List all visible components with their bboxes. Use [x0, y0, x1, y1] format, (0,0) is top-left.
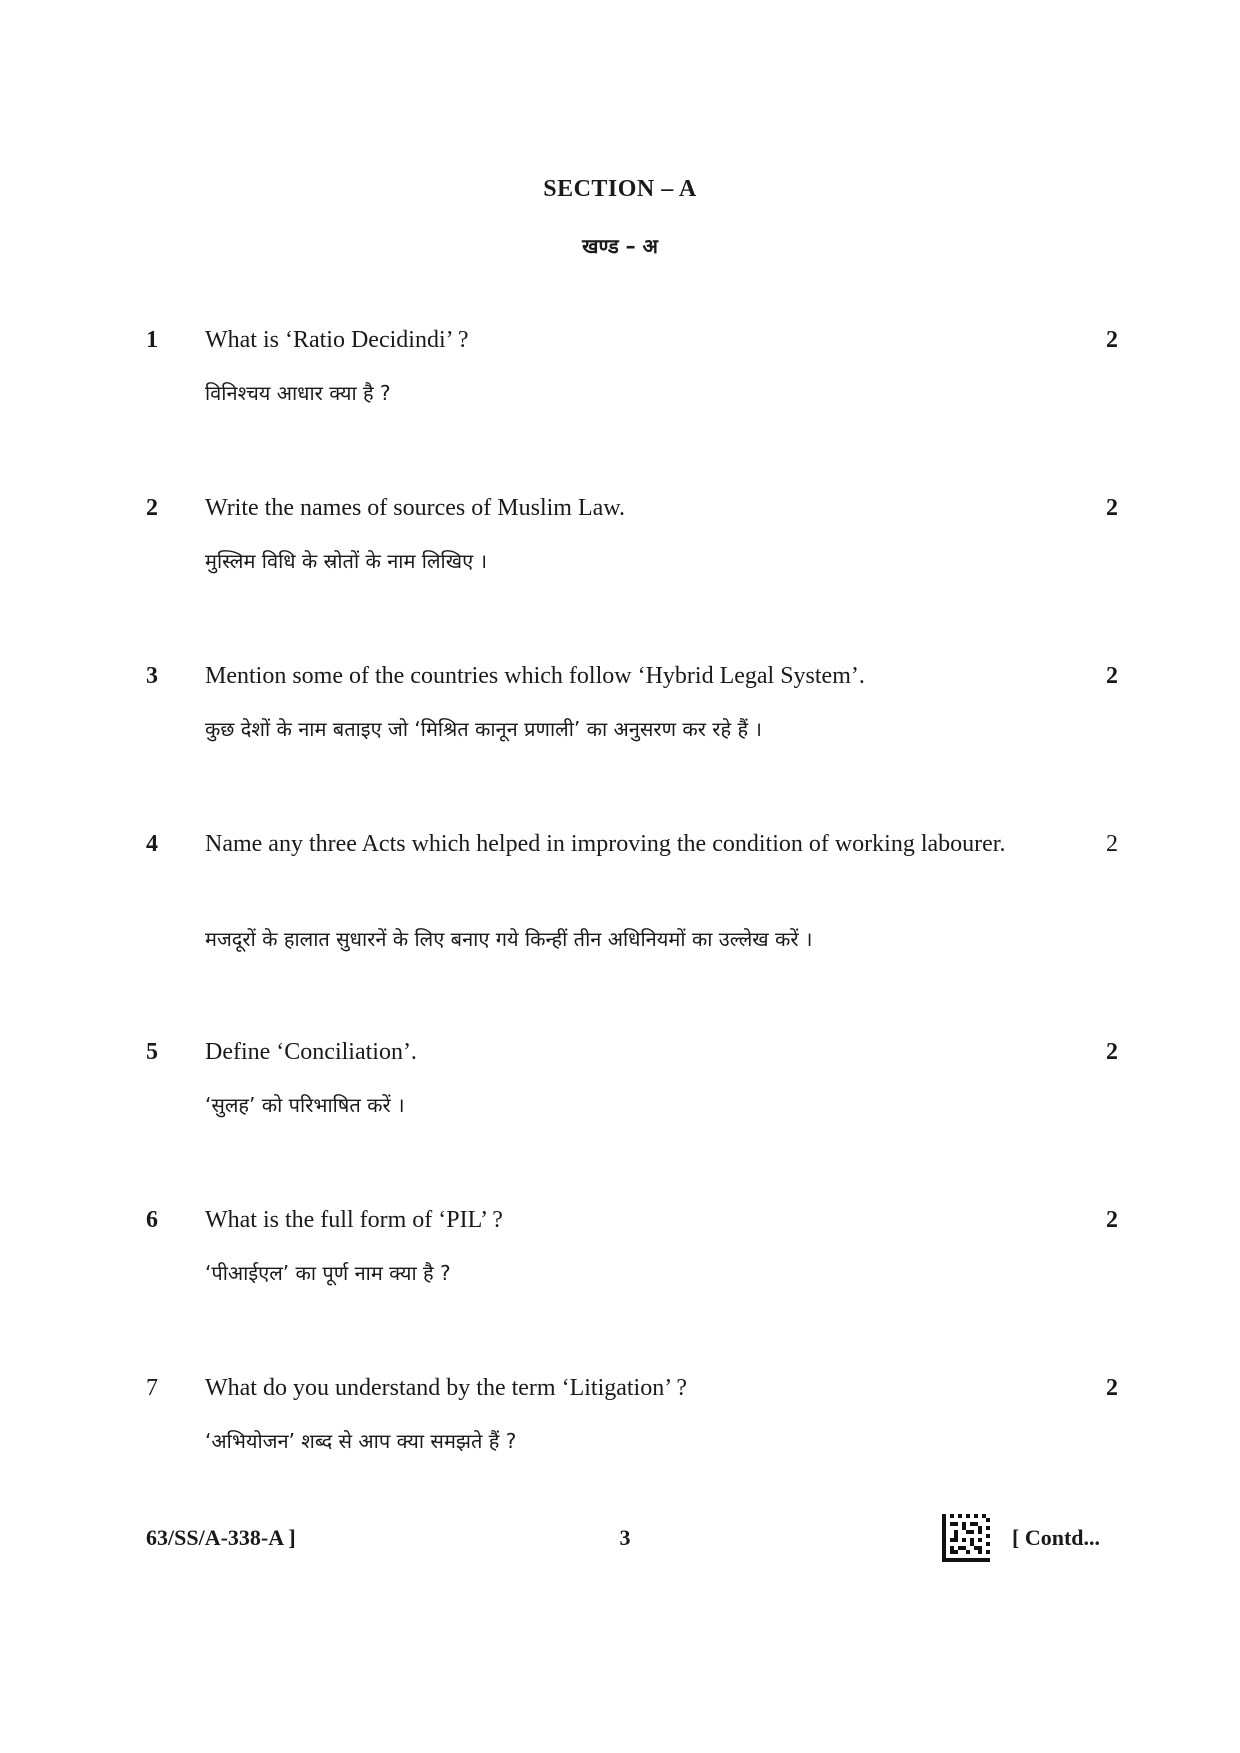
question-number: 2 [146, 495, 158, 521]
question-number: 6 [146, 1207, 158, 1233]
question-text-english: Name any three Acts which helped in improving the condition of working labourer. [205, 831, 1006, 857]
question-text-hindi: ‘पीआईएल’ का पूर्ण नाम क्या है ? [205, 1261, 451, 1285]
question-text-hindi: मुस्लिम विधि के स्रोतों के नाम लिखिए । [205, 549, 488, 573]
question-text-english: What is the full form of ‘PIL’ ? [205, 1207, 503, 1233]
question-text-english: Define ‘Conciliation’. [205, 1039, 417, 1065]
question-text-hindi: विनिश्चय आधार क्या है ? [205, 381, 391, 405]
question-marks: 2 [1106, 327, 1118, 353]
question-marks: 2 [1106, 1375, 1118, 1401]
question-text-english: Mention some of the countries which follow ‘Hybrid Legal System’. [205, 663, 865, 689]
question-text-english: What do you understand by the term ‘Litigation’ ? [205, 1375, 688, 1401]
question-marks: 2 [1106, 831, 1118, 857]
question-number: 1 [146, 327, 158, 353]
qr-code-icon [942, 1514, 990, 1562]
question-marks: 2 [1106, 495, 1118, 521]
question-number: 3 [146, 663, 158, 689]
question-text-english: Write the names of sources of Muslim Law. [205, 495, 626, 521]
continued-label: [ Contd... [1012, 1525, 1101, 1550]
question-number: 5 [146, 1039, 158, 1065]
page-number: 3 [619, 1525, 631, 1550]
question-number: 4 [146, 831, 158, 857]
question-text-hindi: मजदूरों के हालात सुधारनें के लिए बनाए गये किन्हीं तीन अधिनियमों का उल्लेख करें । [205, 927, 813, 951]
question-marks: 2 [1106, 1039, 1118, 1065]
question-text-hindi: ‘सुलह’ को परिभाषित करें । [205, 1093, 405, 1117]
question-number: 7 [146, 1375, 158, 1401]
question-marks: 2 [1106, 663, 1118, 689]
question-text-english: What is ‘Ratio Decidindi’ ? [205, 327, 469, 353]
question-text-hindi: कुछ देशों के नाम बताइए जो ‘मिश्रित कानून प्रणाली’ का अनुसरण कर रहे हैं । [205, 717, 762, 741]
question-marks: 2 [1106, 1207, 1118, 1233]
section-title: SECTION – A [543, 176, 697, 202]
paper-code: 63/SS/A-338-A ] [146, 1525, 296, 1550]
section-subtitle: खण्ड – अ [582, 234, 658, 258]
question-text-hindi: ‘अभियोजन’ शब्द से आप क्या समझते हैं ? [205, 1429, 517, 1453]
